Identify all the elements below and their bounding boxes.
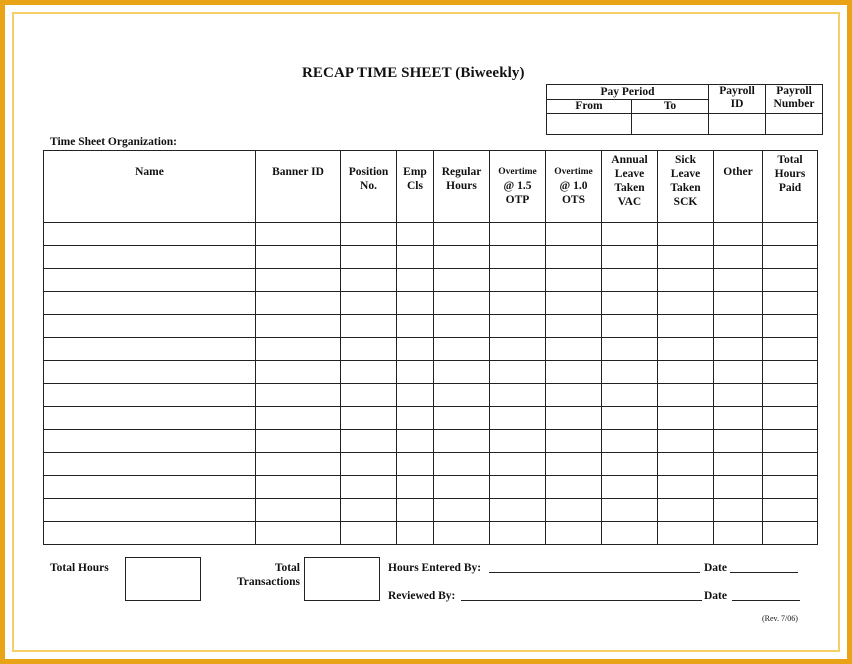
table-cell[interactable]	[602, 223, 658, 246]
table-cell[interactable]	[763, 246, 818, 269]
table-cell[interactable]	[546, 338, 602, 361]
table-cell[interactable]	[490, 522, 546, 545]
table-cell[interactable]	[397, 338, 434, 361]
table-cell[interactable]	[341, 292, 397, 315]
table-cell[interactable]	[44, 384, 256, 407]
table-row	[44, 499, 818, 522]
table-cell[interactable]	[763, 430, 818, 453]
table-cell[interactable]	[602, 430, 658, 453]
table-cell[interactable]	[490, 292, 546, 315]
table-cell[interactable]	[256, 246, 341, 269]
table-cell[interactable]	[44, 430, 256, 453]
table-cell[interactable]	[397, 522, 434, 545]
date-line-2[interactable]	[732, 600, 800, 601]
table-cell[interactable]	[256, 499, 341, 522]
table-row	[44, 246, 818, 269]
table-cell[interactable]	[434, 384, 490, 407]
table-cell[interactable]	[546, 361, 602, 384]
organization-label: Time Sheet Organization:	[50, 136, 177, 148]
table-cell[interactable]	[397, 223, 434, 246]
table-cell[interactable]	[546, 499, 602, 522]
table-cell[interactable]	[434, 315, 490, 338]
table-cell[interactable]	[256, 269, 341, 292]
total-hours-label: Total Hours	[50, 562, 109, 574]
table-row	[44, 407, 818, 430]
table-cell[interactable]	[256, 338, 341, 361]
total-hours-box[interactable]	[125, 557, 201, 601]
table-cell[interactable]	[44, 453, 256, 476]
table-cell[interactable]	[658, 292, 714, 315]
table-cell[interactable]	[714, 522, 763, 545]
table-cell[interactable]	[434, 522, 490, 545]
table-cell[interactable]	[397, 246, 434, 269]
col-overtime-ots: Overtime @ 1.0 OTS	[546, 151, 602, 223]
table-cell[interactable]	[490, 453, 546, 476]
table-cell[interactable]	[490, 269, 546, 292]
hours-entered-by-line[interactable]	[489, 572, 700, 573]
table-cell[interactable]	[490, 315, 546, 338]
table-cell[interactable]	[763, 499, 818, 522]
table-cell[interactable]	[397, 361, 434, 384]
table-cell[interactable]	[397, 315, 434, 338]
table-cell[interactable]	[658, 315, 714, 338]
table-cell[interactable]	[490, 430, 546, 453]
table-cell[interactable]	[341, 407, 397, 430]
table-cell[interactable]	[658, 246, 714, 269]
table-cell[interactable]	[714, 476, 763, 499]
table-cell[interactable]	[763, 269, 818, 292]
table-cell[interactable]	[341, 246, 397, 269]
table-cell[interactable]	[397, 499, 434, 522]
table-cell[interactable]	[602, 476, 658, 499]
table-cell[interactable]	[434, 292, 490, 315]
time-sheet-rows	[44, 223, 818, 545]
table-cell[interactable]	[341, 338, 397, 361]
table-cell[interactable]	[763, 407, 818, 430]
table-cell[interactable]	[341, 522, 397, 545]
table-cell[interactable]	[714, 499, 763, 522]
table-cell[interactable]	[658, 338, 714, 361]
table-row	[44, 223, 818, 246]
table-cell[interactable]	[341, 361, 397, 384]
table-cell[interactable]	[602, 292, 658, 315]
table-cell[interactable]	[434, 223, 490, 246]
form-title: RECAP TIME SHEET (Biweekly)	[302, 65, 525, 81]
col-position: Position No.	[341, 151, 397, 223]
table-cell[interactable]	[763, 522, 818, 545]
table-row	[44, 384, 818, 407]
table-cell[interactable]	[602, 338, 658, 361]
table-cell[interactable]	[763, 453, 818, 476]
table-cell[interactable]	[434, 246, 490, 269]
table-cell[interactable]	[602, 522, 658, 545]
table-cell[interactable]	[256, 453, 341, 476]
table-row	[44, 315, 818, 338]
table-row	[44, 476, 818, 499]
total-transactions-label: Total Transactions	[236, 562, 300, 588]
table-cell[interactable]	[714, 269, 763, 292]
table-cell[interactable]	[546, 476, 602, 499]
table-cell[interactable]	[658, 522, 714, 545]
table-row	[44, 292, 818, 315]
table-cell[interactable]	[546, 246, 602, 269]
date-label-1: Date	[704, 562, 727, 574]
table-row	[44, 522, 818, 545]
table-cell[interactable]	[602, 315, 658, 338]
table-cell[interactable]	[341, 499, 397, 522]
table-cell[interactable]	[546, 315, 602, 338]
table-cell[interactable]	[434, 499, 490, 522]
payroll-number-field[interactable]	[766, 114, 823, 135]
table-cell[interactable]	[44, 499, 256, 522]
revision-note: (Rev. 7/06)	[762, 614, 798, 623]
table-cell[interactable]	[341, 384, 397, 407]
table-cell[interactable]	[763, 361, 818, 384]
table-cell[interactable]	[546, 522, 602, 545]
table-cell[interactable]	[602, 361, 658, 384]
table-cell[interactable]	[256, 361, 341, 384]
to-label: To	[632, 100, 709, 114]
table-cell[interactable]	[490, 384, 546, 407]
table-cell[interactable]	[44, 361, 256, 384]
table-cell[interactable]	[546, 223, 602, 246]
table-cell[interactable]	[256, 522, 341, 545]
table-cell[interactable]	[341, 269, 397, 292]
col-other: Other	[714, 151, 763, 223]
table-cell[interactable]	[434, 338, 490, 361]
table-cell[interactable]	[602, 384, 658, 407]
table-cell[interactable]	[397, 430, 434, 453]
table-cell[interactable]	[490, 407, 546, 430]
reviewed-by-label: Reviewed By:	[388, 590, 456, 602]
table-cell[interactable]	[763, 384, 818, 407]
table-cell[interactable]	[490, 338, 546, 361]
table-cell[interactable]	[714, 361, 763, 384]
table-cell[interactable]	[44, 292, 256, 315]
table-cell[interactable]	[546, 453, 602, 476]
date-label-2: Date	[704, 590, 727, 602]
table-row	[44, 338, 818, 361]
table-cell[interactable]	[763, 292, 818, 315]
table-cell[interactable]	[397, 292, 434, 315]
table-cell[interactable]	[546, 407, 602, 430]
table-cell[interactable]	[341, 476, 397, 499]
col-regular-hours: Regular Hours	[434, 151, 490, 223]
from-field[interactable]	[547, 114, 632, 135]
table-cell[interactable]	[602, 246, 658, 269]
table-cell[interactable]	[490, 246, 546, 269]
hours-entered-by-label: Hours Entered By:	[388, 562, 482, 574]
table-row	[44, 453, 818, 476]
table-cell[interactable]	[602, 269, 658, 292]
table-cell[interactable]	[256, 223, 341, 246]
table-cell[interactable]	[658, 223, 714, 246]
table-cell[interactable]	[44, 269, 256, 292]
table-cell[interactable]	[546, 269, 602, 292]
table-cell[interactable]	[44, 246, 256, 269]
table-cell[interactable]	[602, 407, 658, 430]
col-name: Name	[44, 151, 256, 223]
col-emp-cls: Emp Cls	[397, 151, 434, 223]
pay-period-table	[546, 84, 823, 135]
table-cell[interactable]	[763, 223, 818, 246]
table-cell[interactable]	[714, 315, 763, 338]
table-cell[interactable]	[341, 315, 397, 338]
table-cell[interactable]	[658, 430, 714, 453]
table-cell[interactable]	[490, 361, 546, 384]
table-cell[interactable]	[546, 292, 602, 315]
time-sheet-table	[43, 150, 818, 545]
payroll-id-header: Payroll ID	[709, 85, 766, 114]
total-transactions-box[interactable]	[304, 557, 380, 601]
table-cell[interactable]	[434, 476, 490, 499]
col-annual-leave: Annual Leave Taken VAC	[602, 151, 658, 223]
table-cell[interactable]	[256, 430, 341, 453]
table-cell[interactable]	[490, 499, 546, 522]
table-row	[44, 361, 818, 384]
table-cell[interactable]	[763, 476, 818, 499]
table-cell[interactable]	[434, 453, 490, 476]
table-cell[interactable]	[44, 522, 256, 545]
col-total-hours-paid: Total Hours Paid	[763, 151, 818, 223]
table-cell[interactable]	[256, 315, 341, 338]
date-line-1[interactable]	[730, 572, 798, 573]
table-row	[44, 430, 818, 453]
table-cell[interactable]	[658, 361, 714, 384]
table-cell[interactable]	[658, 384, 714, 407]
table-cell[interactable]	[658, 407, 714, 430]
table-cell[interactable]	[714, 430, 763, 453]
table-cell[interactable]	[341, 223, 397, 246]
table-cell[interactable]	[397, 476, 434, 499]
table-cell[interactable]	[434, 361, 490, 384]
table-cell[interactable]	[44, 407, 256, 430]
table-cell[interactable]	[397, 407, 434, 430]
table-cell[interactable]	[490, 223, 546, 246]
table-cell[interactable]	[434, 407, 490, 430]
table-cell[interactable]	[397, 453, 434, 476]
table-cell[interactable]	[658, 269, 714, 292]
table-cell[interactable]	[714, 292, 763, 315]
pay-period-label: Pay Period	[547, 85, 709, 100]
table-cell[interactable]	[546, 430, 602, 453]
table-cell[interactable]	[714, 453, 763, 476]
payroll-number-header: Payroll Number	[766, 85, 823, 114]
table-cell[interactable]	[658, 476, 714, 499]
table-cell[interactable]	[256, 407, 341, 430]
table-cell[interactable]	[434, 430, 490, 453]
table-cell[interactable]	[44, 315, 256, 338]
table-cell[interactable]	[256, 292, 341, 315]
table-cell[interactable]	[44, 338, 256, 361]
table-row	[44, 269, 818, 292]
table-cell[interactable]	[256, 384, 341, 407]
table-cell[interactable]	[714, 338, 763, 361]
col-overtime-otp: Overtime @ 1.5 OTP	[490, 151, 546, 223]
table-cell[interactable]	[602, 453, 658, 476]
table-cell[interactable]	[397, 384, 434, 407]
reviewed-by-line[interactable]	[461, 600, 702, 601]
table-cell[interactable]	[44, 223, 256, 246]
table-cell[interactable]	[714, 223, 763, 246]
table-cell[interactable]	[602, 499, 658, 522]
table-cell[interactable]	[434, 269, 490, 292]
to-field[interactable]	[632, 114, 709, 135]
table-cell[interactable]	[763, 338, 818, 361]
table-cell[interactable]	[714, 246, 763, 269]
table-cell[interactable]	[714, 407, 763, 430]
table-cell[interactable]	[490, 476, 546, 499]
table-cell[interactable]	[714, 384, 763, 407]
table-cell[interactable]	[397, 269, 434, 292]
table-cell[interactable]	[658, 499, 714, 522]
table-cell[interactable]	[341, 430, 397, 453]
table-cell[interactable]	[658, 453, 714, 476]
table-cell[interactable]	[44, 476, 256, 499]
table-cell[interactable]	[763, 315, 818, 338]
col-sick-leave: Sick Leave Taken SCK	[658, 151, 714, 223]
table-cell[interactable]	[546, 384, 602, 407]
from-label: From	[547, 100, 632, 114]
table-cell[interactable]	[256, 476, 341, 499]
table-cell[interactable]	[341, 453, 397, 476]
payroll-id-field[interactable]	[709, 114, 766, 135]
col-banner-id: Banner ID	[256, 151, 341, 223]
